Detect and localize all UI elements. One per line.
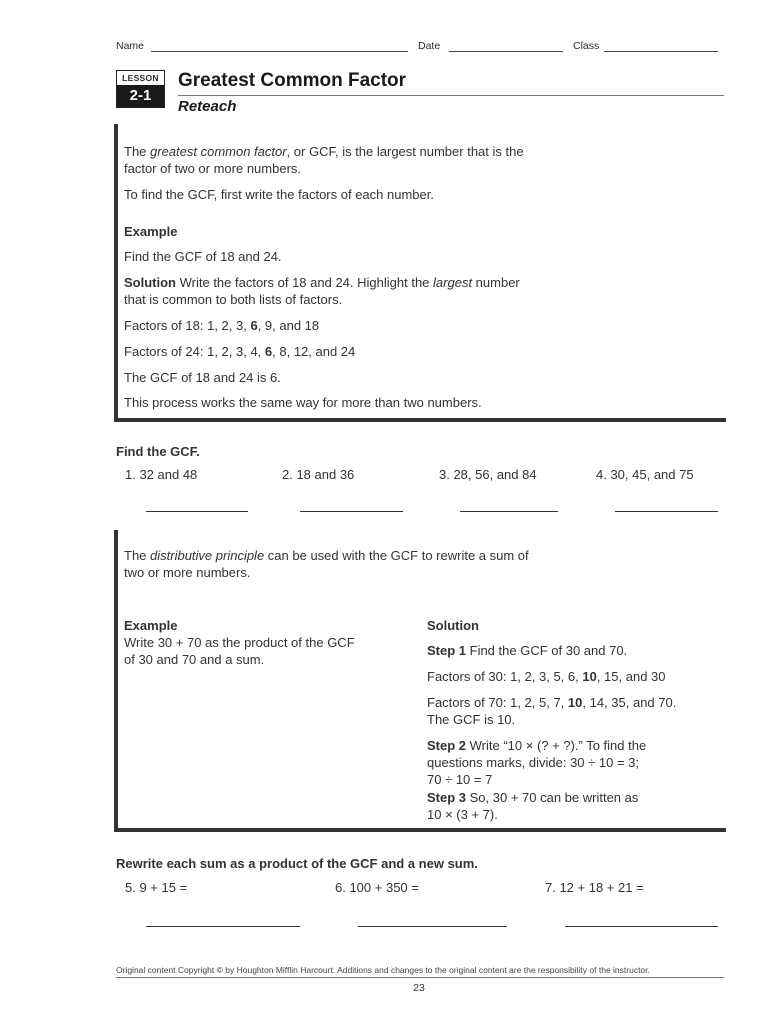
copyright-notice: Original content Copyright © by Houghton Mifflin Harcourt. Additions and changes to the original content are the responsibility of the instructor.: [116, 965, 650, 975]
answer-blank-1[interactable]: [146, 511, 248, 512]
dist-example-heading: Example: [124, 618, 178, 633]
step-2-line2: questions marks, divide: 30 ÷ 10 = 3;: [427, 755, 639, 770]
problem-3: 3. 28, 56, and 84: [439, 467, 537, 482]
date-label: Date: [418, 40, 441, 52]
step-3-line2: 10 × (3 + 7).: [427, 807, 498, 822]
intro-p2: To find the GCF, first write the factors of each number.: [124, 187, 434, 202]
factors-18: Factors of 18: 1, 2, 3, 6, 9, and 18: [124, 318, 320, 333]
class-blank[interactable]: [604, 51, 718, 52]
step-2-line3: 70 ÷ 10 = 7: [427, 772, 493, 787]
solution-text: Solution Write the factors of 18 and 24. Highlight the largest number: [124, 275, 520, 290]
intro-p1: The greatest common factor, or GCF, is the largest number that is the: [124, 144, 524, 159]
dist-example-line2: of 30 and 70 and a sum.: [124, 652, 265, 667]
gcf-result: The GCF of 18 and 24 is 6.: [124, 370, 281, 385]
example-heading: Example: [124, 224, 178, 239]
answer-blank-7[interactable]: [565, 926, 718, 927]
example-text: Find the GCF of 18 and 24.: [124, 249, 282, 264]
page-number: 23: [413, 982, 425, 994]
solution-text-cont: that is common to both lists of factors.: [124, 292, 343, 307]
find-gcf-heading: Find the GCF.: [116, 444, 200, 459]
step-3: Step 3 So, 30 + 70 can be written as: [427, 790, 639, 805]
answer-blank-5[interactable]: [146, 926, 300, 927]
answer-blank-6[interactable]: [358, 926, 507, 927]
factors-70: Factors of 70: 1, 2, 5, 7, 10, 14, 35, and 70.: [427, 695, 677, 710]
step-1: Step 1 Find the GCF of 30 and 70.: [427, 643, 628, 658]
process-note: This process works the same way for more than two numbers.: [124, 395, 482, 410]
dist-solution-heading: Solution: [427, 618, 479, 633]
lesson-badge: [116, 70, 165, 108]
gcf-is-10: The GCF is 10.: [427, 712, 516, 727]
name-label: Name: [116, 40, 145, 52]
rewrite-heading: Rewrite each sum as a product of the GCF and a new sum.: [116, 856, 478, 871]
class-label: Class: [573, 40, 600, 52]
intro-p1-cont: factor of two or more numbers.: [124, 161, 302, 176]
problem-4: 4. 30, 45, and 75: [596, 467, 694, 482]
problem-1: 1. 32 and 48: [125, 467, 198, 482]
factors-30: Factors of 30: 1, 2, 3, 5, 6, 10, 15, and 30: [427, 669, 666, 684]
problem-5: 5. 9 + 15 =: [125, 880, 188, 895]
distributive-p1-cont: two or more numbers.: [124, 565, 251, 580]
page-title: Greatest Common Factor: [178, 70, 407, 91]
answer-blank-2[interactable]: [300, 511, 403, 512]
page-subtitle: Reteach: [178, 98, 237, 115]
answer-blank-4[interactable]: [615, 511, 718, 512]
lesson-label: LESSON: [122, 73, 159, 83]
step-2: Step 2 Write “10 × (? + ?).” To find the: [427, 738, 647, 753]
answer-blank-3[interactable]: [460, 511, 558, 512]
problem-2: 2. 18 and 36: [282, 467, 355, 482]
date-blank[interactable]: [449, 51, 563, 52]
lesson-number: 2-1: [117, 85, 164, 107]
dist-example-line1: Write 30 + 70 as the product of the GCF: [124, 635, 355, 650]
problem-7: 7. 12 + 18 + 21 =: [545, 880, 644, 895]
distributive-p1: The distributive principle can be used with the GCF to rewrite a sum of: [124, 548, 529, 563]
problem-6: 6. 100 + 350 =: [335, 880, 419, 895]
title-rule: [178, 95, 724, 96]
footer-rule: [116, 977, 724, 978]
name-blank[interactable]: [151, 51, 408, 52]
factors-24: Factors of 24: 1, 2, 3, 4, 6, 8, 12, and 24: [124, 344, 356, 359]
